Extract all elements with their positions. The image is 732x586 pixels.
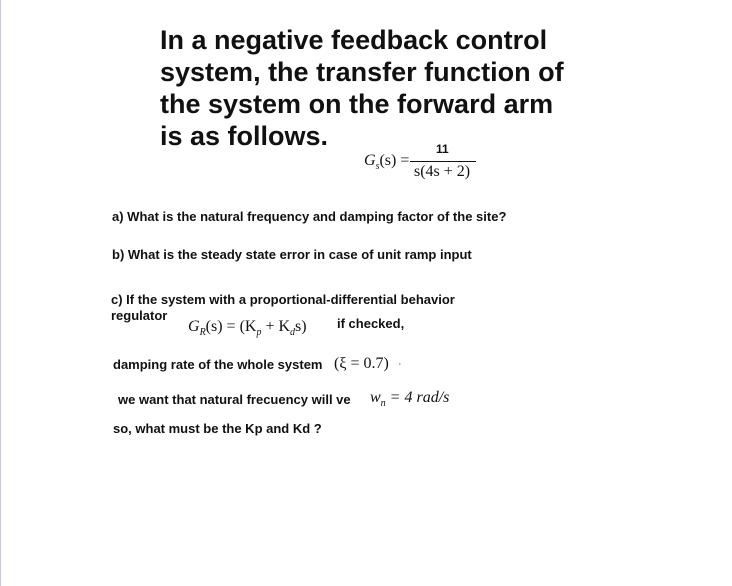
title-line-3: the system on the forward arm	[160, 89, 554, 119]
damping-rate-text: damping rate of the whole system	[113, 357, 323, 372]
question-b: b) What is the steady state error in case of unit ramp input	[112, 247, 472, 262]
mid-dot: ·	[398, 358, 402, 370]
damping-ratio-formula: (ξ = 0.7)	[334, 355, 389, 372]
fraction-bar	[410, 161, 476, 162]
title-line-4: is as follows.	[160, 121, 329, 151]
natural-frequency-formula: $w_n = 4$ rad/s	[370, 389, 450, 410]
transfer-function-denominator: s(4s + 2)	[414, 163, 471, 180]
transfer-function-numerator: 11	[436, 142, 449, 156]
question-c-line-2: regulator	[111, 308, 168, 323]
transfer-function-lhs: $G_s(s)$ =	[364, 152, 410, 173]
question-a: a) What is the natural frequency and damping factor of the site?	[112, 209, 507, 224]
title-line-2: system, the transfer function of	[160, 57, 564, 87]
title-line-1: In a negative feedback control	[160, 25, 548, 55]
if-checked-text: if checked,	[337, 316, 405, 331]
natural-frequency-text: we want that natural frecuency will ve	[118, 392, 351, 407]
regulator-formula: $G_R(s) = (K_p + K_ds)$	[188, 318, 307, 339]
question-c-line-1: c) If the system with a proportional-differential behavior	[111, 292, 455, 307]
left-border-rule	[0, 0, 1, 586]
final-question: so, what must be the Kp and Kd ?	[113, 421, 322, 436]
problem-title	[160, 24, 600, 152]
